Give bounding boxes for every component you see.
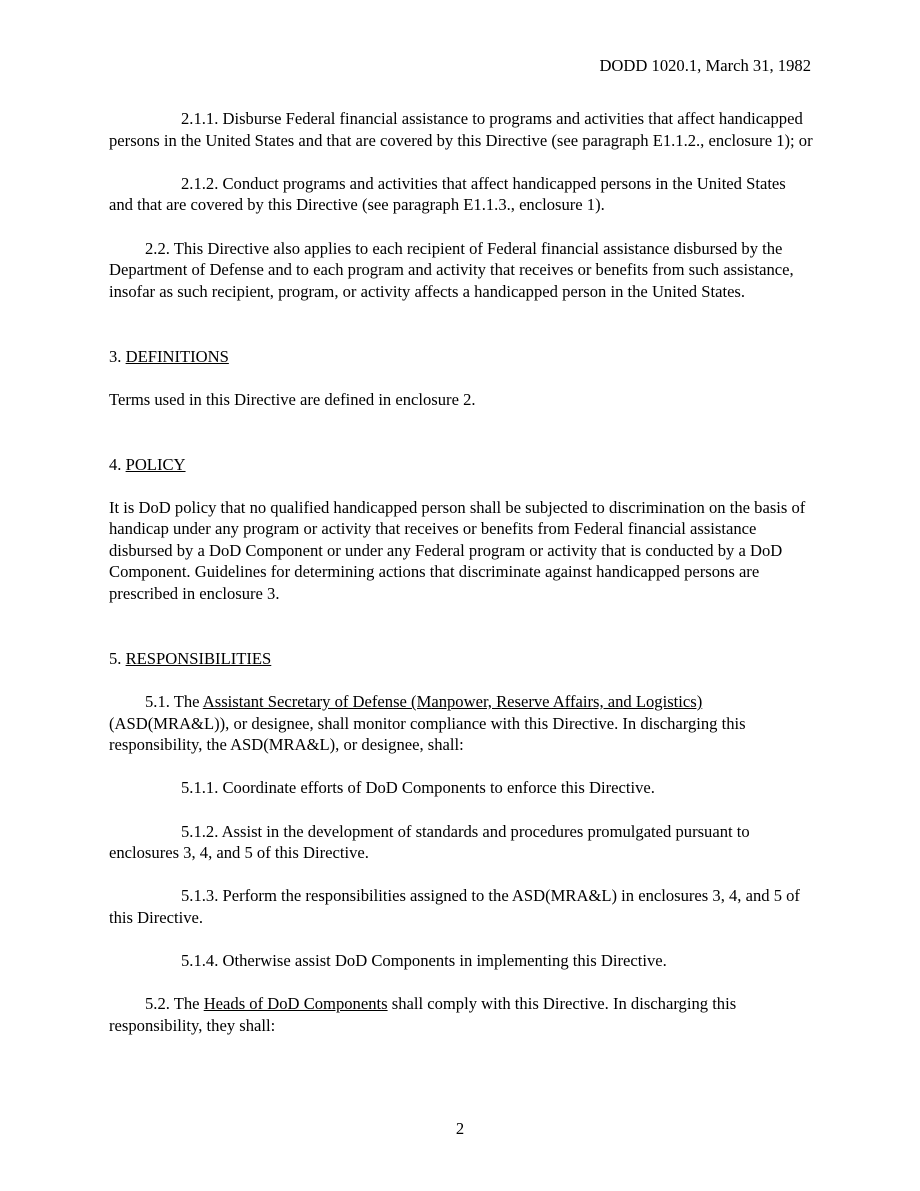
paragraph-5-1-lead: 5.1. The (145, 692, 203, 712)
paragraph-5-2-rest: shall comply with this Directive. In discharging this responsibility, they shall: (109, 994, 737, 1035)
paragraph-5-1-2: 5.1.2. Assist in the development of standards and procedures promulgated pursuant to enclosures 3, 4, and 5 of this Directive. (109, 821, 750, 863)
section-number: 5. (109, 648, 126, 668)
section-number: 4. (109, 454, 126, 474)
paragraph-5-1-rest: (ASD(MRA&L)), or designee, shall monitor compliance with this Directive. In discharging this responsibility, the ASD(MRA&L), or designee, shall: (109, 713, 746, 755)
section-number: 3. (109, 346, 126, 366)
section-heading-policy (109, 454, 813, 476)
section-heading-definitions (109, 346, 813, 368)
paragraph-2-1-1: 2.1.1. Disburse Federal financial assistance to programs and activities that affect handicapped persons in the United States and that are covered by this Directive (see paragraph E1.1.2., enclosure 1); or (109, 109, 813, 150)
section-heading-responsibilities (109, 648, 813, 670)
section-title: RESPONSIBILITIES (125, 648, 272, 668)
asd-mra-l-title: Assistant Secretary of Defense (Manpower, Reserve Affairs, and Logistics) (202, 692, 703, 712)
section-title: DEFINITIONS (125, 346, 229, 366)
heads-of-dod-components: Heads of DoD Components (203, 994, 388, 1014)
page-number: 2 (455, 1119, 465, 1138)
paragraph-5-2 (109, 993, 813, 1036)
policy-text: It is DoD policy that no qualified handicapped person shall be subjected to discrimination on the basis of handicap under any program or activity that receives or benefits from Federal financial assistance disbursed by a DoD Component or under any Federal program or activity that is conducted by a DoD Component. Guidelines for determining actions that discriminate against handicapped persons are prescribed in enclosure 3. (109, 497, 806, 604)
section-title: POLICY (125, 454, 186, 474)
definitions-text: Terms used in this Directive are defined in enclosure 2. (109, 389, 476, 409)
paragraph-5-1 (109, 691, 813, 756)
document-body (109, 108, 813, 1037)
document-header: DODD 1020.1, March 31, 1982 (599, 56, 811, 75)
paragraph-2-2: 2.2. This Directive also applies to each recipient of Federal financial assistance disbursed by the Department of Defense and to each program and activity that receives or benefits from such assistance, insofar as such recipient, program, or activity affects a handicapped person in the United States. (109, 238, 794, 301)
paragraph-5-1-1: 5.1.1. Coordinate efforts of DoD Components to enforce this Directive. (181, 778, 655, 798)
paragraph-5-2-lead: 5.2. The (145, 994, 204, 1014)
paragraph-5-1-4: 5.1.4. Otherwise assist DoD Components in implementing this Directive. (181, 951, 667, 971)
paragraph-2-1-2: 2.1.2. Conduct programs and activities that affect handicapped persons in the United States and that are covered by this Directive (see paragraph E1.1.3., enclosure 1). (109, 173, 786, 215)
paragraph-5-1-3: 5.1.3. Perform the responsibilities assigned to the ASD(MRA&L) in enclosures 3, 4, and 5 of this Directive. (109, 886, 800, 927)
